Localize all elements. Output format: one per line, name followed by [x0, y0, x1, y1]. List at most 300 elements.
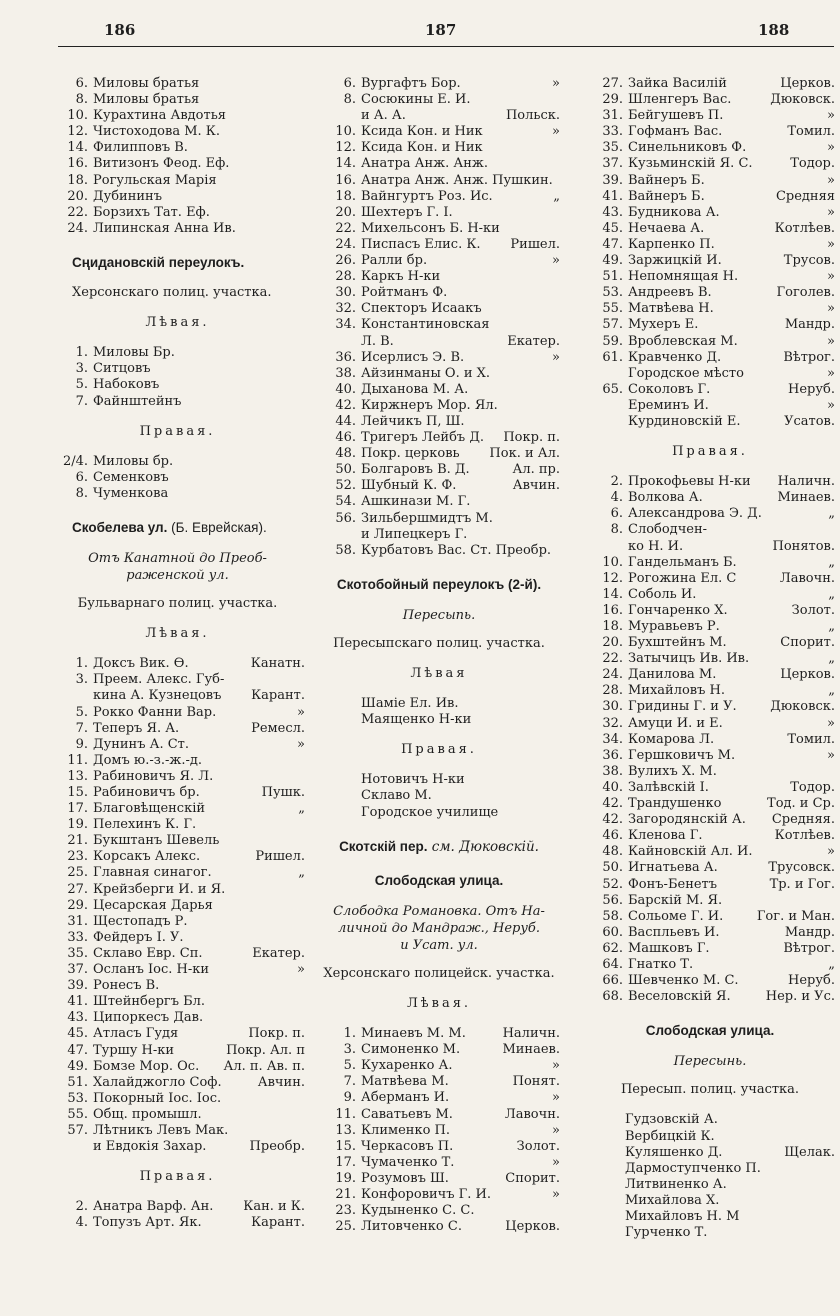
- street-range: Пересыпь.: [402, 607, 476, 623]
- cross-street: Мандр.: [784, 924, 835, 940]
- house-number: 6.: [343, 76, 356, 91]
- directory-entry: [50, 946, 305, 962]
- directory-entry: [50, 978, 305, 994]
- owner-name: Мухеръ Е.: [628, 317, 699, 333]
- directory-entry: [318, 173, 560, 189]
- cross-street: [299, 377, 305, 393]
- cross-street: »: [827, 172, 835, 188]
- directory-entry: [318, 1090, 560, 1106]
- house-number: 13.: [335, 1122, 356, 1138]
- page-number-center: 187: [425, 21, 457, 39]
- directory-entry: [50, 849, 305, 865]
- house-number: 8.: [610, 522, 623, 538]
- directory-entry: Нотовичъ Н-ки: [361, 772, 465, 788]
- cross-street: Щелак.: [784, 1144, 835, 1160]
- column-2: [318, 76, 560, 1235]
- owner-name: Покр. церковь: [361, 446, 460, 462]
- directory-entry: [585, 732, 835, 748]
- owner-name: Куляшенко Д.: [625, 1144, 723, 1160]
- owner-name: Саватьевъ М.: [361, 1106, 453, 1122]
- street-heading: Слободская улица.: [374, 872, 504, 888]
- house-number: 12.: [335, 140, 356, 156]
- owner-name: Цесарская Дарья: [93, 897, 213, 913]
- house-number: 31.: [602, 108, 623, 124]
- directory-entry: [50, 656, 305, 672]
- owner-name: Покорный Іос. Іос.: [93, 1090, 222, 1106]
- cross-street: Золот.: [791, 602, 835, 618]
- house-number: 29.: [67, 897, 88, 913]
- owner-name: Теперъ Я. А.: [93, 720, 180, 736]
- house-number: 42.: [602, 812, 623, 828]
- cross-street: »: [827, 365, 835, 381]
- directory-entry: [585, 941, 835, 957]
- owner-name: Пелехинъ К. Г.: [93, 817, 197, 833]
- owner-name: Гридины Г. и У.: [628, 699, 737, 715]
- owner-name: Михельсонъ Б. Н-ки: [361, 220, 500, 236]
- house-number: [585, 366, 628, 382]
- cross-street: [554, 511, 560, 527]
- street-name: Скобелева ул.: [72, 519, 168, 535]
- directory-entry: [50, 156, 305, 172]
- directory-entry: [50, 76, 305, 92]
- directory-entry: [585, 828, 835, 844]
- cross-street: [299, 672, 305, 688]
- house-number: 22.: [67, 204, 88, 220]
- house-number: [585, 398, 628, 414]
- owner-name: Витизонъ Феод. Еф.: [93, 156, 230, 172]
- house-number: 58.: [602, 908, 623, 924]
- house-number: 68.: [602, 989, 623, 1005]
- cross-street: [554, 543, 560, 559]
- directory-entry: [585, 269, 835, 285]
- house-number: 37.: [602, 156, 623, 172]
- directory-entry: [50, 962, 305, 978]
- house-number: 23.: [335, 1203, 356, 1219]
- directory-entry: [50, 930, 305, 946]
- owner-name: Букштанъ Шевель: [93, 833, 220, 849]
- cross-street: »: [827, 301, 835, 317]
- house-number: 9.: [75, 736, 88, 752]
- owner-name: Комарова Л.: [628, 731, 715, 747]
- owner-name: Курбатовъ Вас. Ст. Преобр.: [361, 542, 552, 558]
- side-label: Лѣвая.: [145, 626, 210, 642]
- owner-name: Гудзовскій А.: [625, 1112, 718, 1128]
- cross-street: Средняя.: [771, 812, 835, 828]
- cross-street: [299, 817, 305, 833]
- owner-name: Шубный К. Ф.: [361, 478, 457, 494]
- house-number: 16.: [67, 156, 88, 172]
- directory-entry: [585, 382, 835, 398]
- cross-street: Ришел.: [255, 849, 305, 865]
- directory-entry: [585, 893, 835, 909]
- owner-name: Фонъ-Бенетъ: [628, 876, 718, 892]
- owner-name: Бейгушевъ П.: [628, 108, 724, 124]
- owner-name: Машковъ Г.: [628, 940, 710, 956]
- owner-name: Склаво Евр. Сп.: [93, 945, 203, 961]
- house-number: 2/4.: [62, 453, 88, 469]
- cross-street: Екатер.: [507, 333, 560, 349]
- directory-entry: [585, 925, 835, 941]
- cross-street: [554, 92, 560, 108]
- owner-name: Слободчен-: [628, 522, 708, 538]
- owner-name: Гурченко Т.: [625, 1225, 708, 1241]
- directory-entry: [585, 667, 835, 683]
- cross-street: Тр. и Гог.: [769, 876, 835, 892]
- cross-street: »: [552, 76, 560, 91]
- house-number: 20.: [67, 188, 88, 204]
- house-number: 48.: [335, 446, 356, 462]
- directory-entry: [50, 801, 305, 817]
- street-heading: Скотобойный переулокъ (2-й).: [336, 576, 542, 592]
- cross-street: Вѣтрог.: [783, 349, 835, 365]
- owner-name: Вайнгуртъ Роз. Ис.: [361, 188, 493, 204]
- owner-name: Л. В.: [361, 333, 394, 349]
- cross-street: [554, 398, 560, 414]
- directory-entry: [50, 486, 305, 502]
- cross-street: „: [828, 586, 835, 602]
- cross-street: „: [298, 865, 305, 881]
- directory-entry: [585, 1161, 835, 1177]
- directory-entry: [50, 454, 305, 470]
- directory-entry: [585, 474, 835, 490]
- house-number: 25.: [67, 865, 88, 881]
- directory-entry: [318, 414, 560, 430]
- cross-street: Котлѣев.: [774, 220, 835, 236]
- owner-name: Айзинманы О. и Х.: [361, 365, 491, 381]
- directory-entry: [318, 1074, 560, 1090]
- owner-name: Борзихъ Тат. Еф.: [93, 204, 210, 220]
- cross-street: [829, 1209, 835, 1225]
- cross-street: »: [827, 140, 835, 156]
- owner-name: Файнштейнъ: [93, 393, 182, 409]
- house-number: 31.: [67, 913, 88, 929]
- owner-name: Кузьминскій Я. С.: [628, 156, 753, 172]
- house-number: 23.: [67, 849, 88, 865]
- directory-entry: [50, 92, 305, 108]
- owner-name: Волкова А.: [628, 490, 703, 506]
- owner-name: Кухаренко А.: [361, 1058, 453, 1074]
- cross-street: „: [828, 554, 835, 570]
- house-number: 50.: [602, 860, 623, 876]
- owner-name: Рогожина Ел. С: [628, 570, 737, 586]
- house-number: 59.: [602, 333, 623, 349]
- directory-entry: [318, 462, 560, 478]
- directory-entry: [318, 366, 560, 382]
- directory-entry: [585, 716, 835, 732]
- directory-entry: [318, 76, 560, 92]
- house-number: 18.: [335, 188, 356, 204]
- directory-entry: [585, 366, 835, 382]
- house-number: 39.: [602, 172, 623, 188]
- house-number: 24.: [602, 667, 623, 683]
- cross-street: Минаев.: [777, 490, 835, 506]
- cross-street: [299, 1091, 305, 1107]
- directory-entry: [50, 1059, 305, 1075]
- house-number: 56.: [602, 892, 623, 908]
- house-number: 3.: [343, 1042, 356, 1058]
- directory-entry: [50, 140, 305, 156]
- owner-name: Ереминъ И.: [628, 397, 709, 413]
- cross-street: Понят.: [512, 1074, 560, 1090]
- owner-name: Анатра Анж. Анж. Пушкин.: [361, 172, 553, 188]
- directory-entry: [318, 221, 560, 237]
- owner-name: Заржицкій И.: [628, 253, 722, 269]
- owner-name: Соколовъ Г.: [628, 381, 711, 397]
- cross-street: [299, 108, 305, 124]
- cross-street: [554, 366, 560, 382]
- owner-name: Семенковъ: [93, 469, 169, 485]
- owner-name: Миловы Бр.: [93, 345, 175, 361]
- cross-street: »: [827, 844, 835, 860]
- house-number: [50, 688, 93, 704]
- entry-list: [50, 345, 305, 409]
- owner-name: Преем. Алекс. Губ-: [93, 672, 225, 688]
- street-heading: Сңидановскій переулокъ.: [72, 254, 245, 270]
- cross-street: Наличн.: [502, 1026, 560, 1042]
- directory-entry: [50, 1043, 305, 1059]
- cross-street: Наличн.: [777, 474, 835, 490]
- house-number: 51.: [67, 1074, 88, 1090]
- owner-name: Шехтеръ Г. І.: [361, 204, 453, 220]
- house-number: 14.: [67, 140, 88, 156]
- house-number: 52.: [602, 876, 623, 892]
- cross-street: Нер. и Ус.: [765, 989, 835, 1005]
- cross-street: Понятов.: [772, 538, 835, 554]
- owner-name: Зильбершмидтъ М.: [361, 510, 493, 526]
- directory-entry: [585, 796, 835, 812]
- house-number: 38.: [602, 763, 623, 779]
- cross-street: Пок. и Ал.: [489, 446, 560, 462]
- owner-name: кина А. Кузнецовъ: [93, 688, 222, 704]
- owner-name: и Липецкеръ Г.: [361, 526, 468, 542]
- cross-street: [554, 1203, 560, 1219]
- cross-street: »: [827, 715, 835, 731]
- house-number: 33.: [602, 124, 623, 140]
- house-number: 11.: [67, 752, 88, 768]
- directory-entry: [318, 350, 560, 366]
- owner-name: Игнатьева А.: [628, 860, 718, 876]
- cross-street: [299, 173, 305, 189]
- cross-street: [299, 361, 305, 377]
- cross-street: „: [553, 188, 560, 204]
- entry-list: [318, 1026, 560, 1235]
- directory-entry: [50, 345, 305, 361]
- cross-street: »: [552, 1090, 560, 1106]
- cross-street: [299, 470, 305, 486]
- directory-entry: [50, 785, 305, 801]
- house-number: 19.: [67, 817, 88, 833]
- directory-entry: [585, 205, 835, 221]
- directory-entry: [585, 189, 835, 205]
- owner-name: Гнатко Т.: [628, 956, 694, 972]
- directory-entry: [318, 1107, 560, 1123]
- side-label: Лѣвая.: [145, 315, 210, 331]
- cross-street: [554, 301, 560, 317]
- house-number: 7.: [75, 393, 88, 409]
- house-number: 6.: [75, 76, 88, 91]
- owner-name: Фейдеръ І. У.: [93, 929, 184, 945]
- directory-entry: [318, 1026, 560, 1042]
- cross-street: Томил.: [787, 124, 835, 140]
- entry-list: [318, 772, 560, 820]
- owner-name: Щестопадъ Р.: [93, 913, 188, 929]
- house-number: 32.: [335, 301, 356, 317]
- house-number: 8.: [75, 485, 88, 501]
- directory-entry: [50, 753, 305, 769]
- house-number: 49.: [67, 1058, 88, 1074]
- owner-name: Кайновскій Ал. И.: [628, 844, 753, 860]
- directory-entry: [318, 398, 560, 414]
- owner-name: Чуменкова: [93, 485, 169, 501]
- directory-entry: [585, 1193, 835, 1209]
- police-district: Бульварнаго полиц. участка.: [77, 596, 278, 612]
- owner-name: Миловы бр.: [93, 453, 174, 469]
- owner-name: Лѣтникъ Левъ Мак.: [93, 1122, 229, 1138]
- directory-entry: [585, 237, 835, 253]
- cross-street: »: [552, 124, 560, 140]
- house-number: 18.: [602, 619, 623, 634]
- owner-name: Вулихъ Х. М.: [628, 763, 717, 779]
- house-number: 40.: [335, 381, 356, 397]
- house-number: 47.: [602, 236, 623, 252]
- owner-name: Синельниковъ Ф.: [628, 140, 747, 156]
- directory-entry: [318, 108, 560, 124]
- police-district: Херсонскаго полиц. участка.: [72, 285, 272, 301]
- directory-entry: [50, 205, 305, 221]
- cross-street: Мандр.: [784, 317, 835, 333]
- directory-entry: [585, 635, 835, 651]
- directory-entry: [50, 705, 305, 721]
- directory-entry: [585, 957, 835, 973]
- owner-name: Матвѣева Н.: [628, 301, 714, 317]
- owner-name: Сосюкины Е. И.: [361, 92, 471, 108]
- cross-street: »: [827, 747, 835, 763]
- directory-entry: [318, 140, 560, 156]
- cross-street: Пушк.: [261, 785, 305, 800]
- cross-street: [829, 1112, 835, 1128]
- cross-street: [554, 317, 560, 333]
- house-number: 42.: [602, 796, 623, 812]
- owner-name: Шевченко М. С.: [628, 973, 739, 989]
- owner-name: Симоненко М.: [361, 1042, 461, 1058]
- owner-name: Михайловъ Н.: [628, 683, 725, 699]
- directory-entry: [50, 394, 305, 410]
- cross-street: Ал. пр.: [512, 462, 560, 478]
- owner-name: Миловы братья: [93, 92, 200, 108]
- cross-street: Гог. и Ман.: [756, 908, 835, 924]
- house-number: 17.: [67, 801, 88, 817]
- cross-street: Покр. Ал. п: [226, 1042, 305, 1058]
- directory-entry: Склаво М.: [361, 788, 432, 804]
- house-number: 5.: [343, 1058, 356, 1074]
- owner-name: Атласъ Гудя: [93, 1026, 179, 1042]
- owner-name: Тригеръ Лейбъ Д.: [361, 430, 485, 446]
- cross-street: „: [298, 801, 305, 817]
- cross-street: [299, 1107, 305, 1123]
- directory-entry: [50, 108, 305, 124]
- cross-street: Ремесл.: [251, 720, 305, 736]
- cross-street: Ал. п. Ав. п.: [223, 1058, 305, 1074]
- house-number: 3.: [75, 361, 88, 377]
- cross-street: [299, 914, 305, 930]
- cross-street: [299, 156, 305, 172]
- house-number: 43.: [67, 1010, 88, 1026]
- cross-street: Преобр.: [249, 1139, 305, 1155]
- directory-entry: [585, 699, 835, 715]
- house-number: 35.: [602, 140, 623, 156]
- directory-entry: [50, 994, 305, 1010]
- owner-name: Домъ ю.-з.-ж.-д.: [93, 752, 202, 768]
- owner-name: Чистоходова М. К.: [93, 124, 220, 140]
- owner-name: Соболь И.: [628, 586, 697, 602]
- house-number: 2.: [75, 1199, 88, 1215]
- owner-name: Анатра Анж. Анж.: [361, 156, 488, 172]
- house-number: 28.: [335, 269, 356, 285]
- directory-entry: [585, 221, 835, 237]
- cross-street: [299, 1010, 305, 1026]
- entry-list: [50, 656, 305, 1155]
- cross-street: »: [297, 704, 305, 720]
- cross-street: [299, 994, 305, 1010]
- house-number: 43.: [602, 204, 623, 220]
- house-number: 18.: [67, 172, 88, 188]
- owner-name: Амуци И. и Е.: [628, 715, 723, 731]
- house-number: 24.: [67, 220, 88, 236]
- directory-entry: [585, 490, 835, 506]
- house-number: 57.: [602, 317, 623, 333]
- street-range: Отъ Канатной до Преоб- раженской ул.: [88, 551, 267, 584]
- owner-name: Гофманъ Вас.: [628, 124, 723, 140]
- house-number: 37.: [67, 962, 88, 978]
- street-name: Скотскій пер.: [339, 838, 428, 854]
- cross-street: [554, 205, 560, 221]
- house-number: 60.: [602, 924, 623, 940]
- house-number: 54.: [335, 494, 356, 510]
- house-number: 9.: [343, 1090, 356, 1106]
- owner-name: Чумаченко Т.: [361, 1154, 455, 1170]
- directory-entry: [585, 124, 835, 140]
- directory-entry: [318, 382, 560, 398]
- cross-street: Покр. п.: [248, 1026, 305, 1042]
- owner-name: Липинская Анна Ив.: [93, 220, 236, 236]
- directory-entry: [585, 506, 835, 522]
- owner-name: Лейчикъ П, Ш.: [361, 413, 465, 429]
- directory-entry: [585, 555, 835, 571]
- side-label: Правая.: [139, 1169, 216, 1185]
- cross-street: »: [552, 1154, 560, 1170]
- cross-street: [299, 454, 305, 470]
- side-label: Правая.: [401, 742, 477, 758]
- owner-name: Киржнеръ Мор. Ял.: [361, 397, 498, 413]
- house-number: 2.: [610, 474, 623, 490]
- house-number: 3.: [75, 672, 88, 688]
- house-number: 6.: [610, 506, 623, 522]
- directory-entry: [585, 683, 835, 699]
- cross-street: [299, 205, 305, 221]
- directory-entry: [50, 377, 305, 393]
- cross-street: [299, 221, 305, 237]
- cross-street: Тодор.: [790, 779, 835, 795]
- house-number: 33.: [67, 929, 88, 945]
- house-number: 50.: [335, 462, 356, 478]
- cross-street: „: [828, 506, 835, 522]
- side-label: Правая.: [672, 444, 748, 460]
- cross-street: „: [828, 619, 835, 634]
- owner-name: Конфоровичъ Г. И.: [361, 1186, 492, 1202]
- directory-entry: [318, 269, 560, 285]
- owner-name: Трандушенко: [628, 796, 722, 812]
- directory-entry: [50, 1107, 305, 1123]
